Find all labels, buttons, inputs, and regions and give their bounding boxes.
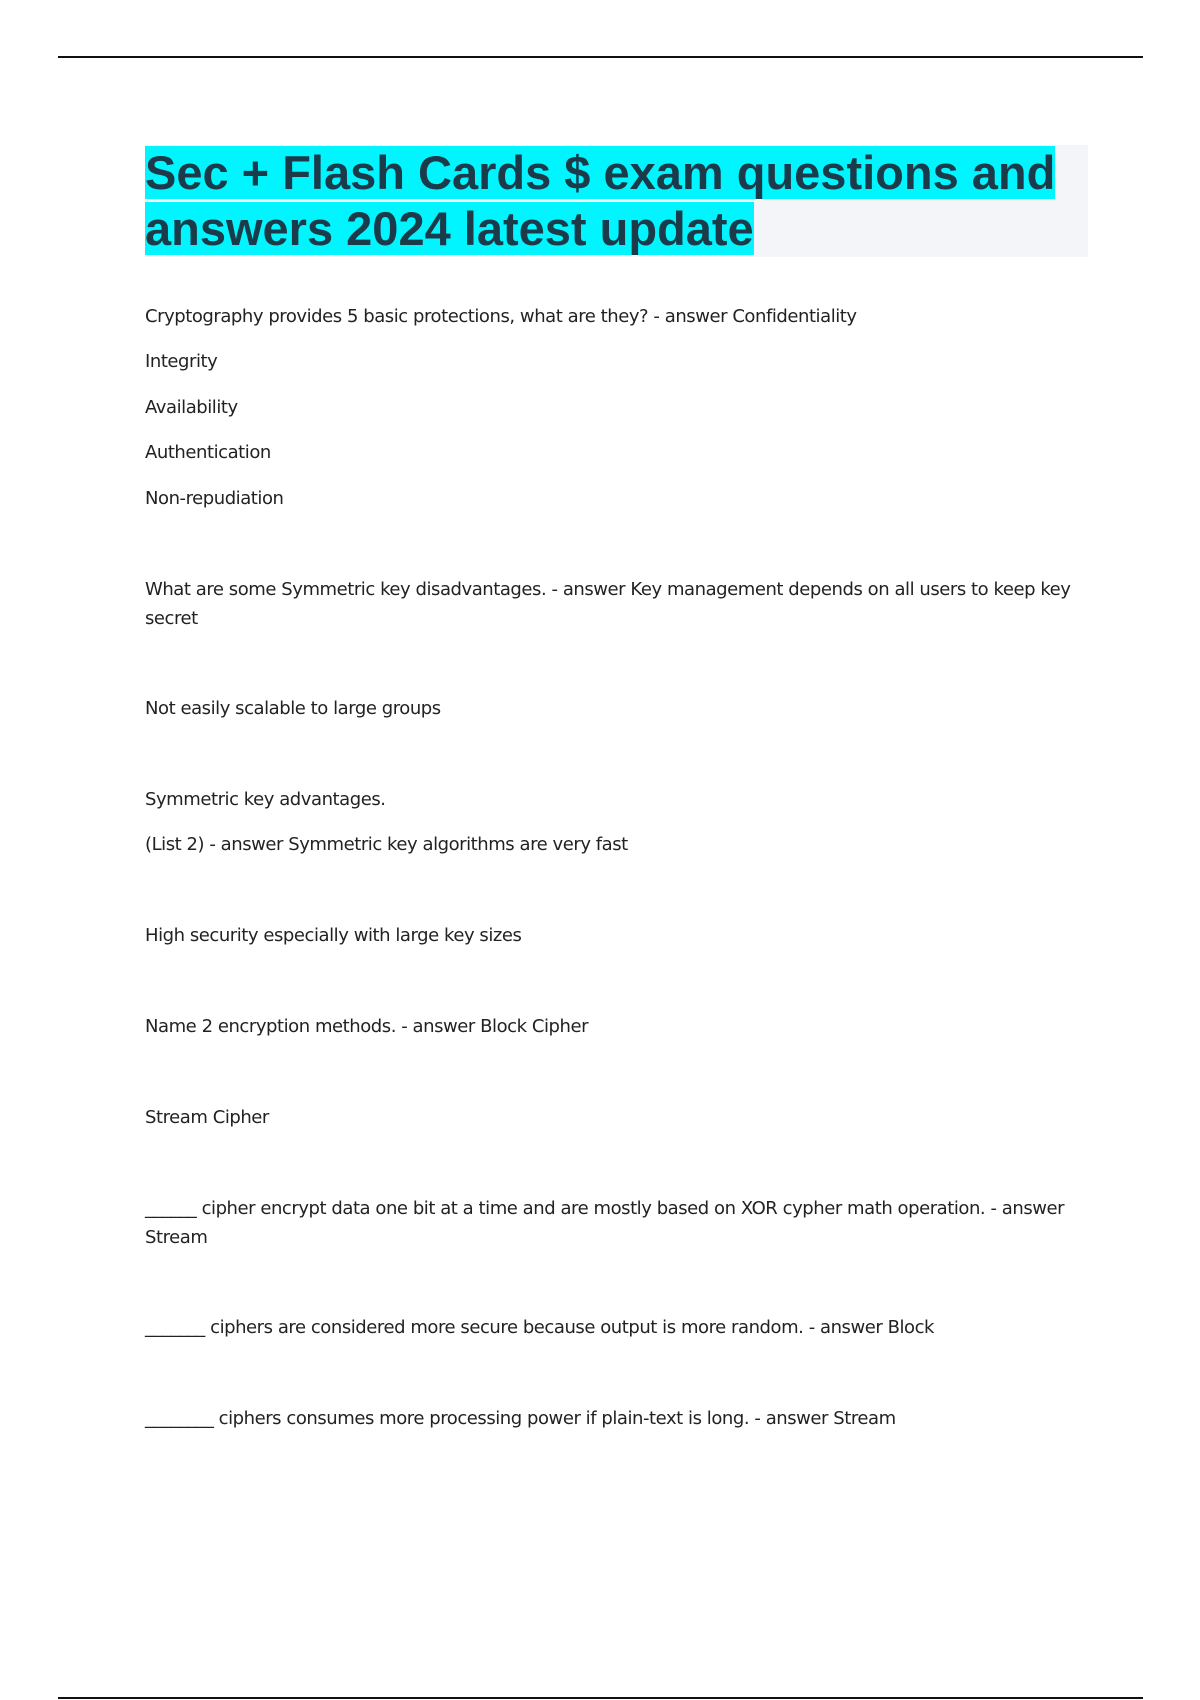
- qa-line-7: Not easily scalable to large groups: [145, 698, 441, 719]
- qa-line-5: Non-repudiation: [145, 488, 284, 509]
- qa-line-2: Integrity: [145, 351, 218, 372]
- qa-line-4: Authentication: [145, 442, 271, 463]
- qa-line-6: What are some Symmetric key disadvantages. - answer Key management depends on all users to keep key secret: [145, 579, 1071, 629]
- qa-line-11: Name 2 encryption methods. - answer Block Cipher: [145, 1016, 589, 1037]
- qa-line-3: Availability: [145, 397, 238, 418]
- top-rule: [58, 56, 1143, 58]
- qa-line-12: Stream Cipher: [145, 1107, 269, 1128]
- qa-line-8: Symmetric key advantages.: [145, 789, 386, 810]
- qa-line-10: High security especially with large key sizes: [145, 925, 522, 946]
- qa-line-1: Cryptography provides 5 basic protections, what are they? - answer Confidentiality: [145, 306, 857, 327]
- qa-line-15: ________ ciphers consumes more processing power if plain-text is long. - answer Stream: [145, 1408, 896, 1429]
- title-highlight: Sec + Flash Cards $ exam questions and answers 2024 latest update: [145, 146, 1056, 255]
- qa-line-13: ______ cipher encrypt data one bit at a time and are mostly based on XOR cypher math operation. - answer Stream: [145, 1198, 1065, 1248]
- qa-line-14: _______ ciphers are considered more secure because output is more random. - answer Block: [145, 1317, 935, 1338]
- bottom-rule: [58, 1697, 1143, 1699]
- title-block: [145, 145, 1088, 257]
- qa-line-9: (List 2) - answer Symmetric key algorithms are very fast: [145, 834, 628, 855]
- document-title: [145, 145, 1088, 257]
